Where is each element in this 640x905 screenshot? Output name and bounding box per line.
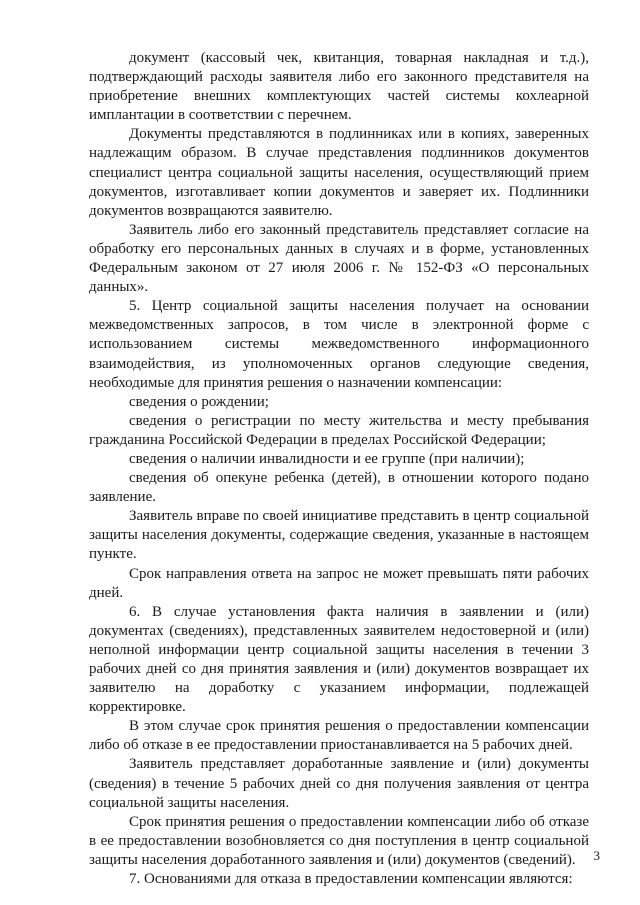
paragraph-personal-data-consent: Заявитель либо его законный представитель представляет согласие на обработку его персональных данных в случаях и в форме, установленных Федеральным законом от 27 июля 2006 г. № 152-ФЗ «О персональных данных». [89, 221, 589, 296]
paragraph-own-initiative: Заявитель вправе по своей инициативе представить в центр социальной защиты населения документы, содержащие сведения, указанные в настоящем пункте. [89, 508, 589, 563]
paragraph-registration-info: сведения о регистрации по месту жительства и месту пребывания гражданина Российской Федерации в пределах Российской Федерации; [89, 412, 589, 448]
paragraph-suspension: В этом случае срок принятия решения о предоставлении компенсации либо об отказе в ее предоставлении приостанавливается на 5 рабочих дней. [89, 718, 589, 754]
document-body [89, 49, 589, 889]
paragraph-item-7: 7. Основаниями для отказа в предоставлении компенсации являются: [129, 871, 573, 888]
paragraph-guardian-info: сведения об опекуне ребенка (детей), в отношении которого подано заявление. [89, 470, 589, 506]
paragraph-resumption: Срок принятия решения о предоставлении компенсации либо об отказе в ее предоставлении возобновляется со дня поступления в центр социальной защиты населения доработанного заявления и (или) документов (сведений). [89, 813, 589, 868]
paragraph-resubmission: Заявитель представляет доработанные заявление и (или) документы (сведения) в течение 5 рабочих дней со дня получения заявления от центра социальной защиты населения. [89, 756, 589, 811]
paragraph-birth-info: сведения о рождении; [129, 393, 269, 410]
paragraph-item-5: 5. Центр социальной защиты населения получает на основании межведомственных запросов, в том числе в электронной форме с использованием системы межведомственного информационного взаимодействия, из уполномоченных органов следующие сведения, необходимые для принятия решения о назначении компенсации: [89, 298, 589, 391]
paragraph-disability-info: сведения о наличии инвалидности и ее группе (при наличии); [129, 450, 525, 467]
paragraph-item-6: 6. В случае установления факта наличия в заявлении и (или) документах (сведениях), представленных заявителем недостоверной и (или) неполной информации центр социальной защиты населения в течении 3 рабочих дней со дня принятия заявления и (или) документов возвращает их заявителю на доработку с указанием информации, подлежащей корректировке. [89, 603, 589, 716]
paragraph-documents-originals: Документы представляются в подлинниках или в копиях, заверенных надлежащим образом. В случае представления подлинников документов специалист центра социальной защиты населения, осуществляющий прием документов, изготавливает копии документов и заверяет их. Подлинники документов возвращаются заявителю. [89, 126, 589, 219]
paragraph-receipt-document: документ (кассовый чек, квитанция, товарная накладная и т.д.), подтверждающий расходы заявителя либо его законного представителя на приобретение внешних комплектующих частей системы кохлеарной имплантации в соответствии с перечнем. [89, 50, 589, 124]
page-number: 3 [593, 847, 600, 863]
paragraph-response-deadline: Срок направления ответа на запрос не может превышать пяти рабочих дней. [89, 565, 589, 601]
